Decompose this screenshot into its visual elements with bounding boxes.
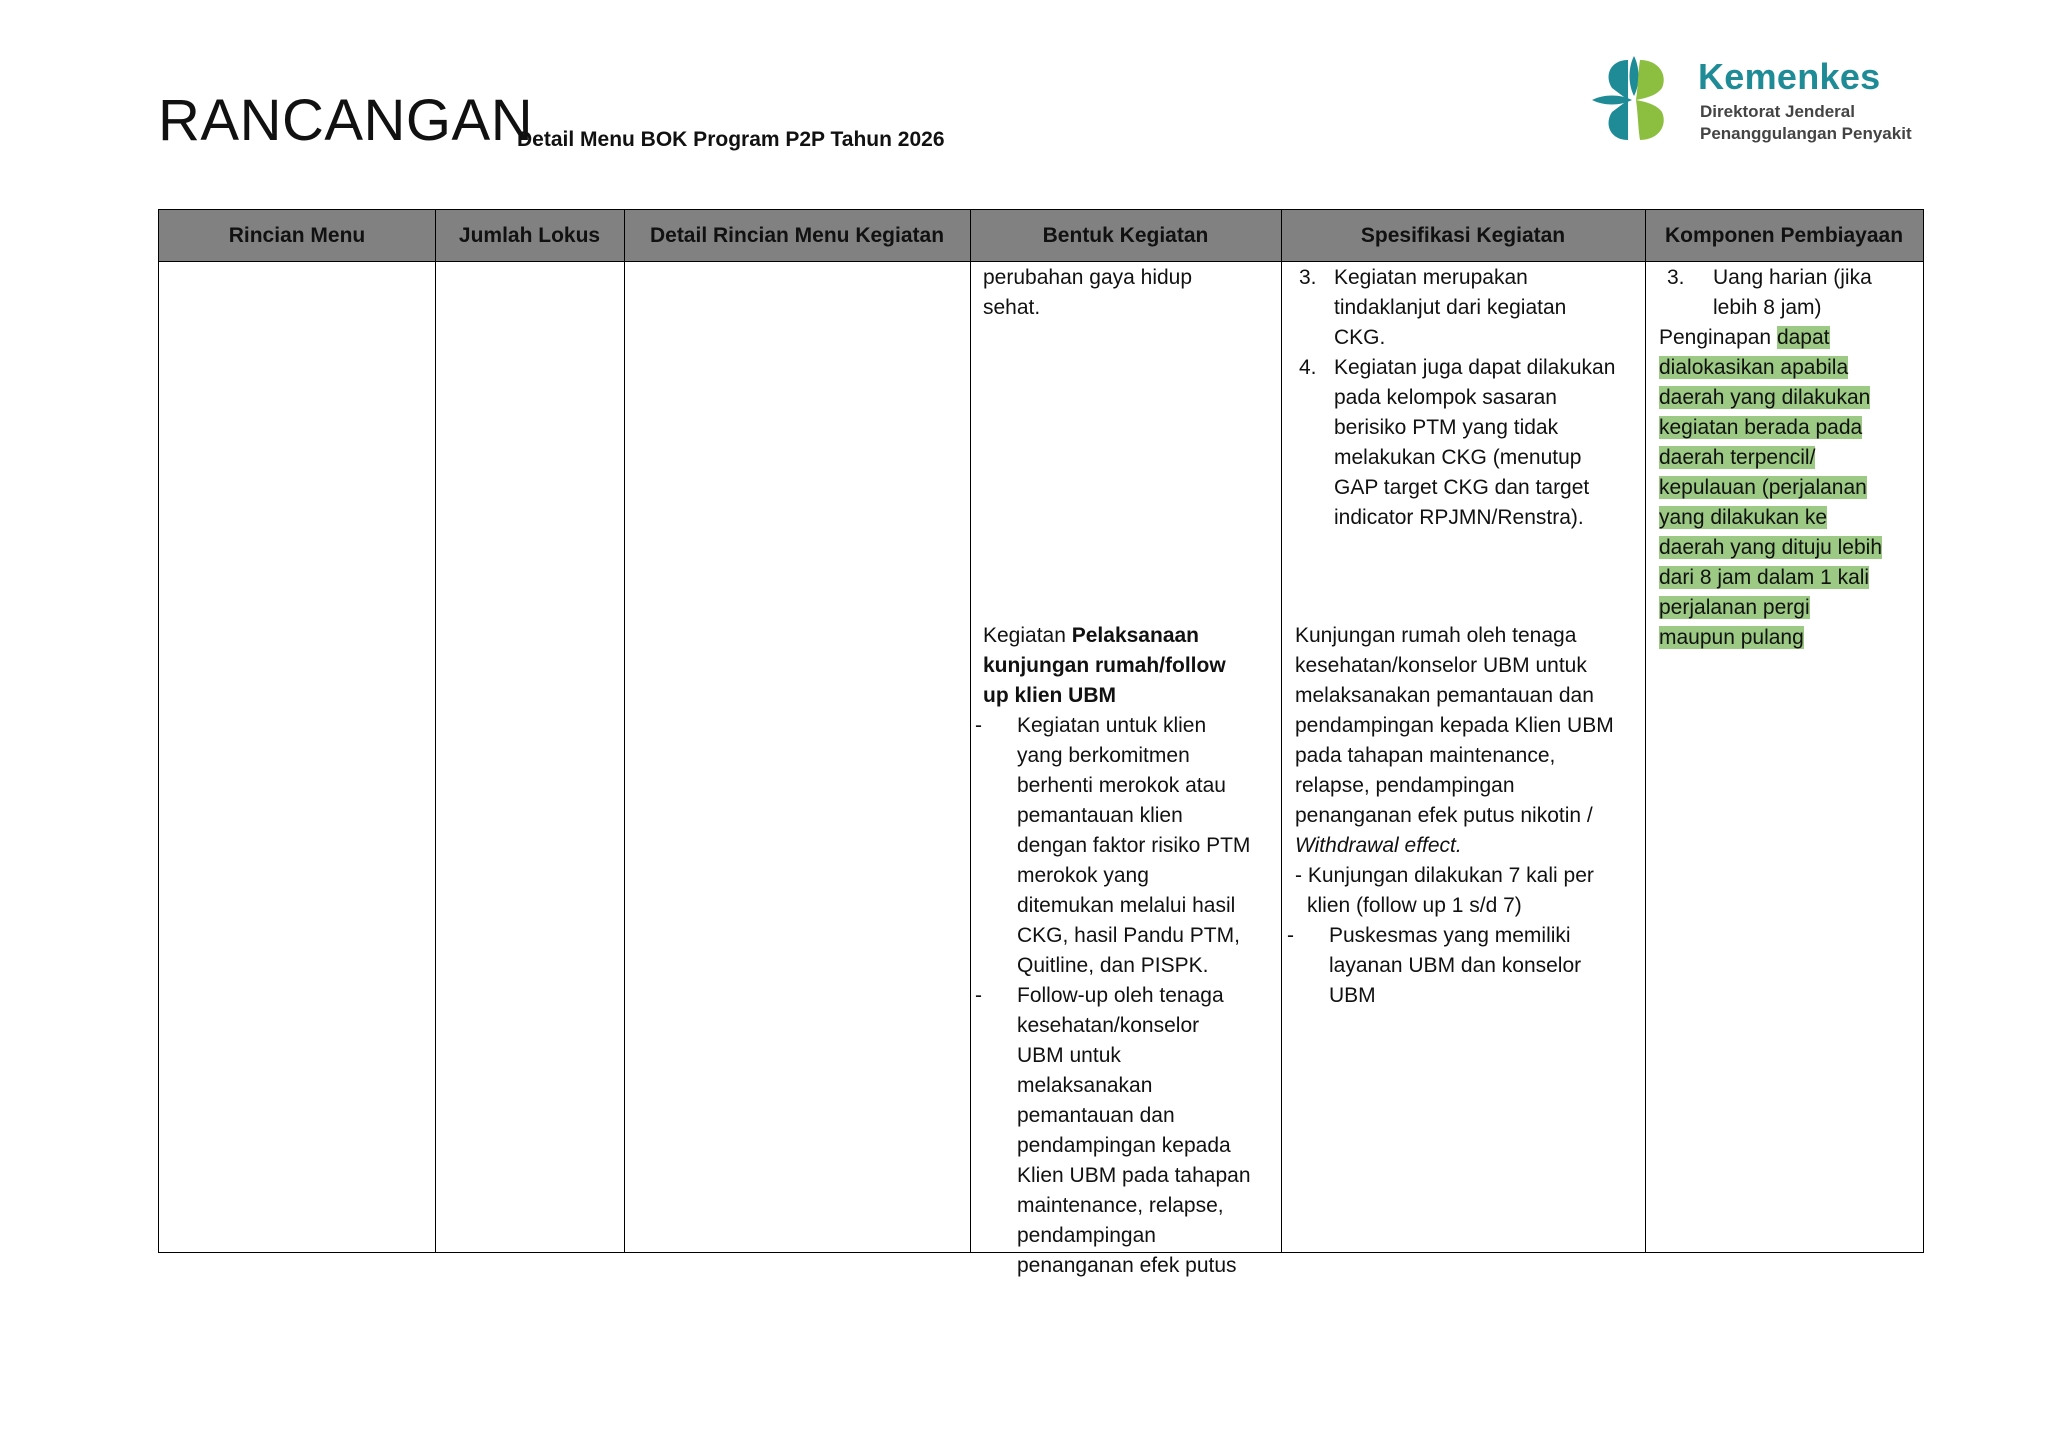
text-line: Follow-up oleh tenaga [1017,984,1224,1007]
column-divider [970,210,971,1252]
text-line: lebih 8 jam) [1713,296,1822,319]
logo-subtitle-2: Penanggulangan Penyakit [1700,124,1912,143]
text-line: layanan UBM dan konselor [1329,954,1582,977]
text-line: UBM [1329,984,1376,1007]
withdrawal-italic: Withdrawal effect. [1295,834,1462,857]
text-line: CKG, hasil Pandu PTM, [1017,924,1240,947]
text-line [1659,383,1882,413]
column-header-rincian-menu: Rincian Menu [228,223,366,247]
document-title: RANCANGAN [158,88,534,153]
komponen-penginapan [1659,323,1882,653]
document-subtitle: Detail Menu BOK Program P2P Tahun 2026 [517,128,945,151]
text-line: penanganan efek putus [1017,1254,1237,1277]
text-line [1659,503,1882,533]
highlighted-text: daerah yang dilakukan [1659,386,1871,409]
column-divider [1281,210,1282,1252]
highlighted-text: dari 8 jam dalam 1 kali [1659,566,1870,589]
highlighted-text: dapat [1776,326,1830,349]
spesifikasi-puskesmas [1329,921,1581,1011]
kegiatan-title-bold: Pelaksanaan [1071,624,1200,647]
text-line: Kunjungan rumah oleh tenaga [1295,624,1577,647]
bullet-dash: - [975,984,982,1007]
spesifikasi-kunjungan [1295,621,1614,921]
kemenkes-logo-icon [1588,54,1680,146]
text-line [983,621,1226,651]
bentuk-item-2 [1017,981,1251,1281]
text-line [1659,353,1882,383]
kegiatan-title-bold: up klien UBM [983,684,1117,707]
text-line: klien (follow up 1 s/d 7) [1307,894,1522,917]
text-line: melaksanakan [1017,1074,1153,1097]
text-line: berhenti merokok atau [1017,774,1226,797]
column-header-jumlah-lokus: Jumlah Lokus [458,223,601,247]
spesifikasi-item-4 [1334,353,1615,533]
text-line: penanganan efek putus nikotin / [1295,804,1593,827]
column-divider [624,210,625,1252]
bentuk-item-1 [1017,711,1250,981]
kegiatan-prefix: Kegiatan [983,624,1072,647]
bullet-dash: - [1287,924,1294,947]
text-line: pemantauan klien [1017,804,1183,827]
bullet-dash: - [975,714,982,737]
bentuk-kegiatan-heading [983,621,1226,711]
text-line: pendampingan kepada [1017,1134,1231,1157]
spesifikasi-item-3 [1334,263,1566,353]
text-line [1659,533,1882,563]
text-line [1295,831,1614,861]
text-line: ditemukan melalui hasil [1017,894,1236,917]
highlighted-text: kepulauan (perjalanan [1659,476,1867,499]
text-line: maintenance, relapse, [1017,1194,1224,1217]
logo-name: Kemenkes [1698,56,1881,97]
highlighted-text: maupun pulang [1659,626,1804,649]
text-line: melaksanakan pemantauan dan [1295,684,1594,707]
text-line: relapse, pendampingan [1295,774,1515,797]
text-line: indicator RPJMN/Renstra). [1334,506,1584,529]
text-line: CKG. [1334,326,1386,349]
text-line [1659,563,1882,593]
text-line: yang berkomitmen [1017,744,1190,767]
text-line [1659,593,1882,623]
column-header-spesifikasi: Spesifikasi Kegiatan [1360,223,1566,247]
column-header-bentuk-kegiatan: Bentuk Kegiatan [1042,223,1209,247]
text-line: melakukan CKG (menutup [1334,446,1582,469]
text-line: Kegiatan juga dapat dilakukan [1334,356,1616,379]
text-line: GAP target CKG dan target [1334,476,1590,499]
menu-detail-table [158,209,1924,1277]
text-line [983,651,1226,681]
text-line: Quitline, dan PISPK. [1017,954,1209,977]
text-line: berisiko PTM yang tidak [1334,416,1559,439]
text-line: pada kelompok sasaran [1334,386,1557,409]
column-header-detail-rincian: Detail Rincian Menu Kegiatan [649,223,945,247]
text-line [1659,443,1882,473]
text-line: sehat. [983,296,1041,319]
text-line: Uang harian (jika [1713,266,1872,289]
column-header-komponen: Komponen Pembiayaan [1664,223,1904,247]
list-number: 4. [1299,356,1317,379]
column-divider [435,210,436,1252]
text-line: pemantauan dan [1017,1104,1175,1127]
highlighted-text: daerah terpencil/ [1659,446,1816,469]
highlighted-text: yang dilakukan ke [1659,506,1828,529]
text-line: pendampingan [1017,1224,1156,1247]
text-line: pendampingan kepada Klien UBM [1295,714,1614,737]
komponen-item-3 [1713,263,1872,323]
kemenkes-logo [1588,54,1948,154]
text-line: UBM untuk [1017,1044,1121,1067]
list-number: 3. [1299,266,1317,289]
text-line: kesehatan/konselor [1017,1014,1200,1037]
text-line: Kegiatan merupakan [1334,266,1528,289]
highlighted-text: perjalanan pergi [1659,596,1810,619]
text-line: Kegiatan untuk klien [1017,714,1207,737]
bentuk-top-text [983,263,1192,323]
kegiatan-title-bold: kunjungan rumah/follow [983,654,1226,677]
penginapan-label: Penginapan [1659,326,1777,349]
text-line: pada tahapan maintenance, [1295,744,1556,767]
text-line [1659,623,1882,653]
text-line: - Kunjungan dilakukan 7 kali per [1295,864,1594,887]
highlighted-text: daerah yang dituju lebih [1659,536,1883,559]
text-line: Puskesmas yang memiliki [1329,924,1571,947]
text-line [1659,473,1882,503]
text-line: dengan faktor risiko PTM [1017,834,1251,857]
column-divider [1645,210,1646,1252]
text-line [1659,413,1882,443]
text-line: merokok yang [1017,864,1149,887]
text-line: Klien UBM pada tahapan [1017,1164,1251,1187]
text-line [1659,323,1882,353]
text-line: kesehatan/konselor UBM untuk [1295,654,1587,677]
logo-subtitle-1: Direktorat Jenderal [1700,102,1855,121]
text-line [983,681,1226,711]
highlighted-text: dialokasikan apabila [1659,356,1849,379]
highlighted-text: kegiatan berada pada [1659,416,1863,439]
text-line: perubahan gaya hidup [983,266,1193,289]
list-number: 3. [1667,266,1685,289]
text-line: tindaklanjut dari kegiatan [1334,296,1567,319]
